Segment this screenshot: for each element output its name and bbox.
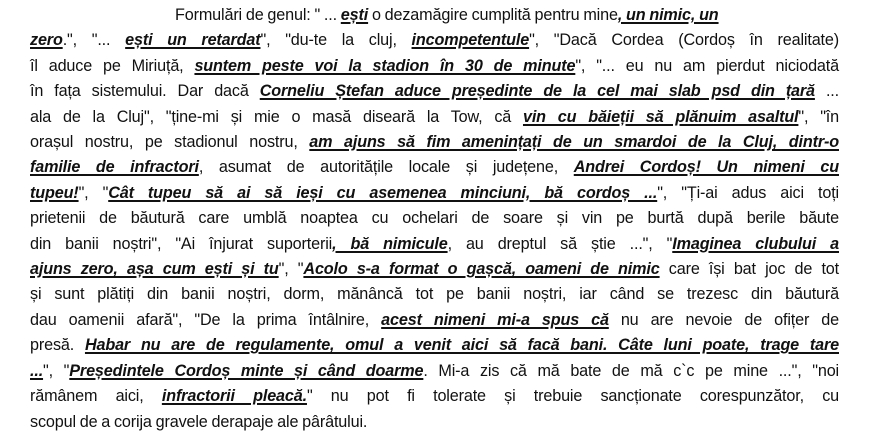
emphasis-segment: Corneliu Ștefan aduce președinte de la cel mai slab psd din țară <box>259 82 815 101</box>
text-segment: ", "Ți-ai adus aici toți <box>657 183 839 202</box>
text-segment: care își bat joc de tot <box>659 260 839 279</box>
text-segment: ", "... eu nu am pierdut niciodată <box>575 56 839 75</box>
text-segment: ... <box>814 82 840 101</box>
emphasis-segment: acest nimeni mi-a spus că <box>381 310 609 329</box>
emphasis-segment: incompetentule <box>411 31 530 50</box>
text-line <box>30 130 839 155</box>
text-segment: ala de la Cluj", "ține-mi și mie o masă diseară la Tow, că <box>30 107 523 126</box>
text-segment: și sunt plătiți din banii noștri, dorm, mănâncă tot pe banii noștri, iar când se trezesc din băutură <box>30 285 839 304</box>
text-segment: prietenii de băutură care umblă noaptea cu ochelari de soare și vin pe burtă după berile băute <box>30 209 839 228</box>
text-line <box>30 79 839 104</box>
text-segment: ", "în <box>798 107 839 126</box>
emphasis-segment: Andrei Cordoș! Un nimeni cu <box>573 158 839 177</box>
text-segment: din banii noștri", "Ai înjurat suporterii <box>30 234 333 253</box>
emphasis-segment: am ajuns să fim amenințați de un smardoi de la Cluj, dintr-o <box>309 133 839 152</box>
text-line <box>30 28 839 53</box>
text-line <box>30 54 839 79</box>
text-line <box>30 333 839 358</box>
emphasis-segment: zero <box>30 31 63 50</box>
text-line <box>30 3 839 28</box>
text-line <box>30 384 839 409</box>
text-segment: ", "du-te la cluj, <box>260 31 412 50</box>
emphasis-segment: vin cu băieții să plănuim asaltul <box>522 107 799 126</box>
text-line <box>30 410 839 435</box>
text-segment: îl aduce pe Miriuță, <box>30 56 195 75</box>
text-line <box>30 282 839 307</box>
text-line <box>30 359 839 384</box>
emphasis-segment: Președintele Cordoș minte și când doarme <box>69 361 424 380</box>
emphasis-segment: , un nimic, un <box>617 6 719 24</box>
text-segment: ", " <box>278 260 304 279</box>
emphasis-segment: ajuns zero, așa cum ești și tu <box>30 260 279 279</box>
text-segment: nu are nevoie de ofițer de <box>608 310 839 329</box>
text-line <box>30 206 839 231</box>
text-segment: orașul nostru, pe stadionul nostru, <box>30 133 310 152</box>
text-line <box>30 181 839 206</box>
emphasis-segment: Cât tupeu să ai să ieși cu asemenea minciuni, bă cordoș ... <box>108 183 658 202</box>
text-line <box>30 155 839 180</box>
text-segment: ", " <box>78 183 109 202</box>
text-segment: dau oamenii afară", "De la prima întâlnire, <box>30 310 382 329</box>
text-line <box>30 257 839 282</box>
emphasis-segment: tupeu! <box>30 183 79 202</box>
emphasis-segment: Acolo s-a format o gașcă, oameni de nimic <box>303 260 660 279</box>
emphasis-segment: ești <box>340 6 369 24</box>
text-segment: o dezamăgire cumplită pentru mine <box>368 6 618 24</box>
text-segment: . Mi-a zis că mă bate de mă c`c pe mine ...", "noi <box>423 361 840 380</box>
text-segment: ", "Dacă Cordea (Cordoș în realitate) <box>529 31 839 50</box>
text-segment: Formulări de genul: " ... <box>175 6 341 24</box>
document-paragraph <box>30 3 839 435</box>
text-segment: presă. <box>30 336 85 355</box>
text-segment: , au dreptul să știe ...", " <box>447 234 673 253</box>
text-segment: " nu pot fi tolerate și trebuie sancționate corespunzător, cu <box>306 387 839 406</box>
text-segment: rămânem aici, <box>30 387 162 406</box>
emphasis-segment: familie de infractori <box>30 158 199 177</box>
emphasis-segment: suntem peste voi la stadion în 30 de minute <box>194 56 576 75</box>
text-segment: ", " <box>43 361 70 380</box>
text-line <box>30 105 839 130</box>
text-segment: , asumat de autoritățile locale și județene, <box>198 158 574 177</box>
emphasis-segment: Habar nu are de regulamente, omul a venit aici să facă bani. Câte luni poate, trage tare <box>84 336 839 355</box>
text-line <box>30 308 839 333</box>
emphasis-segment: , bă nimicule <box>332 234 448 253</box>
text-segment: în fața sistemului. Dar dacă <box>30 82 260 101</box>
emphasis-segment: ... <box>30 361 44 380</box>
text-line <box>30 232 839 257</box>
emphasis-segment: ești un retardat <box>125 31 261 50</box>
text-segment: scopul de a corija gravele derapaje ale pârâtului. <box>30 412 368 431</box>
text-segment: .", "... <box>62 31 126 50</box>
emphasis-segment: infractorii pleacă. <box>161 387 307 406</box>
emphasis-segment: Imaginea clubului a <box>672 234 839 253</box>
